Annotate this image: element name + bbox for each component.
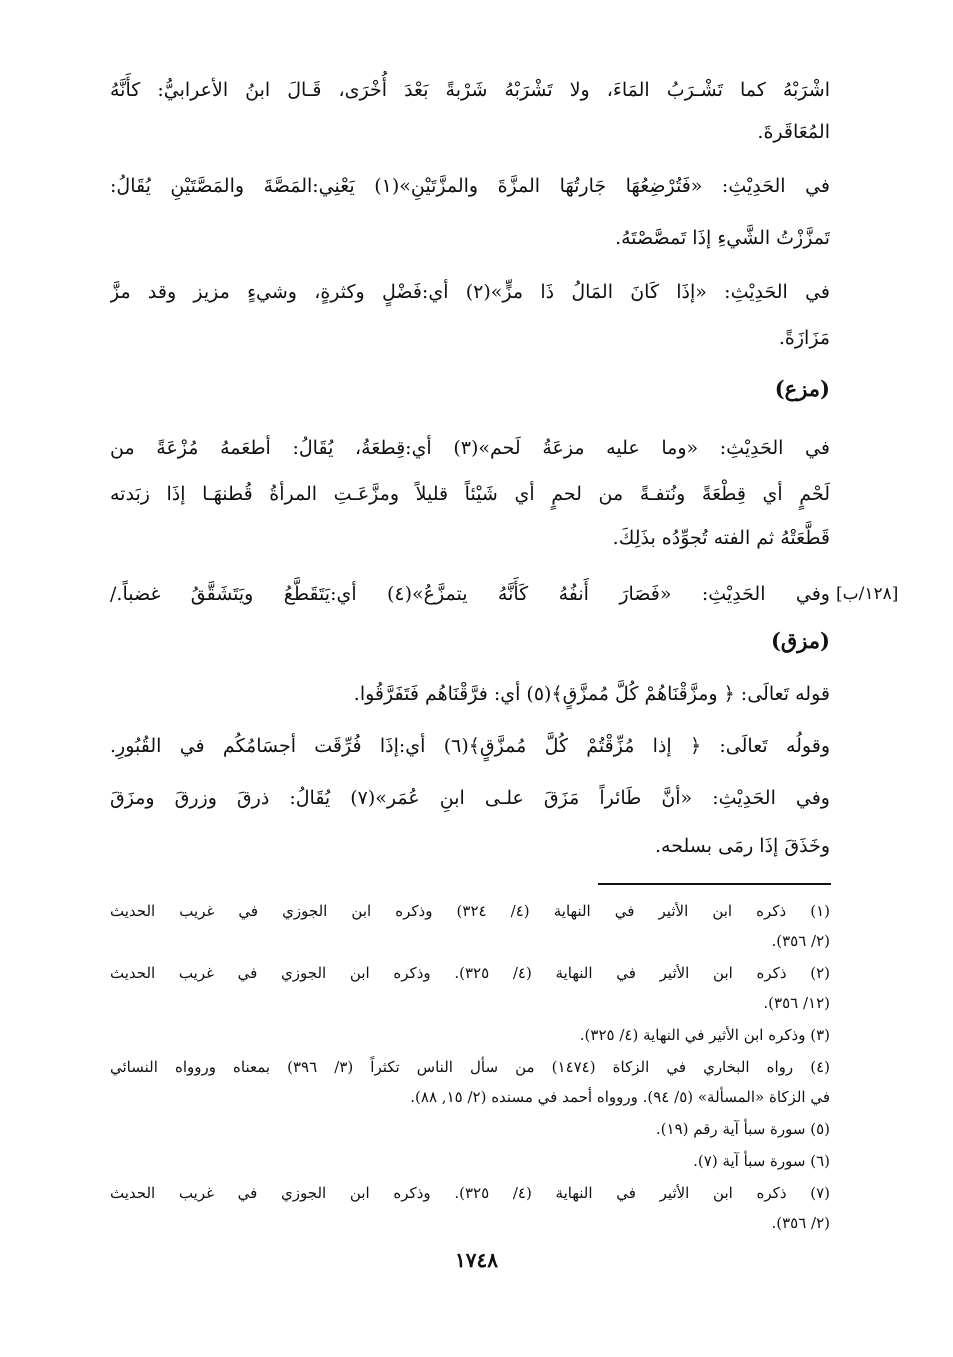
footnote-line-9: (٦) سورة سبأ آية (٧). <box>693 1152 830 1170</box>
footnote-line-10: (٧) ذكره ابن الأثير في النهاية (٤/ ٣٢٥). وذكره ابن الجوزي في غريب الحديث <box>110 1184 830 1202</box>
footnote-line-7: في الزكاة «المسألة» (٥/ ٩٤). وروواه أحمد في مسنده (٢/ ١٥, ٨٨). <box>410 1088 830 1106</box>
body-line-13: قوله تَعالَى: ﴿ ومزَّقْنَاهُمْ كُلَّ مُمزَّقٍ﴾(٥) أي: فرَّقْنَاهُم فَتَفَرَّقُوا. <box>353 683 830 705</box>
body-line-10: قَطَّعَتْهُ ثم الفته تُجوِّدُه بذَلِكَ. <box>612 527 830 549</box>
section-heading-mzq: (مزق) <box>770 628 830 653</box>
folio-margin-note: [١٢٨/ب] <box>836 584 899 604</box>
body-line-8: في الحَدِيْثِ: «وما عليه مزعَةُ لَحم»(٣) أي:قِطعَةُ، يُقَالُ: أطعَمهُ مُزْعَةً من <box>110 437 830 459</box>
footnote-line-3: (٢) ذكره ابن الأثير في النهاية (٤/ ٣٢٥). وذكره ابن الجوزي في غريب الحديث <box>110 964 830 982</box>
section-heading-mz3: (مزع) <box>774 376 830 401</box>
body-line-5: في الحَدِيْثِ: «إذَا كَانَ المَالُ ذَا مزٍّ»(٢) أي:فَضْلٍ وكثرةٍ، وشيءٍ مزيز وقد مزَّ <box>110 281 830 303</box>
body-line-11: وفي الحَدِيْثِ: «فَصَارَ أَنفُهُ كَأَنَّهُ يتمزَّعُ»(٤) أي:يَتَقَطَّعُ ويَتَشَقَّقُ غضباً./ <box>110 583 830 605</box>
body-line-6: مَزَازَةً. <box>778 327 830 349</box>
body-line-1: اشْرَبْهُ كما تَشْـرَبُ المَاءَ، ولا تَشْرَبْهُ شَرْبةً بَعْدَ أُخْرَى، قَـالَ ابنُ الأعرابيُّ: كأَنَّهُ <box>110 79 830 101</box>
footnote-line-5: (٣) وذكره ابن الأثير في النهاية (٤/ ٣٢٥). <box>579 1026 830 1044</box>
body-line-4: تَمزَّزْتُ الشَّيءِ إذَا تَمصَّصْتَهُ. <box>615 227 830 249</box>
body-line-14: وقولُه تَعالَى: ﴿ إذا مُزِّقْتُمْ كُلَّ مُمزَّقٍ﴾(٦) أي:إذَا فُرِّقَت أجسَامُكُم في القُبُورِ. <box>110 735 830 757</box>
footnote-line-2: (٢/ ٣٥٦). <box>771 932 830 950</box>
footnote-line-1: (١) ذكره ابن الأثير في النهاية (٤/ ٣٢٤) وذكره ابن الجوزي في غريب الحديث <box>110 902 830 920</box>
body-line-9: لَحْمٍ أي قِطْعَةً ونُتفـةً من لحمٍ أي شَيْئاً قليلاً ومزَّعَـتِ المرأةُ قُطنهَـا إذَا زبَدته <box>110 483 830 505</box>
footnote-line-6: (٤) رواه البخاري في الزكاة (١٤٧٤) من سأل الناس تكثراً (٣/ ٣٩٦) بمعناه وروواه النسائي <box>110 1058 830 1076</box>
footnote-divider <box>598 883 831 885</box>
footnote-line-4: (١٢/ ٣٥٦). <box>763 994 830 1012</box>
page-number: ١٧٤٨ <box>455 1248 498 1272</box>
footnote-line-11: (٢/ ٣٥٦). <box>771 1214 830 1232</box>
body-line-2: المُعَاقَرةَ. <box>757 121 830 143</box>
body-line-3: في الحَدِيْثِ: «فَتُرْضِعُهَا جَارتُهَا المزَّةَ والمزَّتَيْنِ»(١) يَعْنِي:المَصَّةَ والمَصَّتَيْنِ يُقَالُ: <box>110 175 830 197</box>
body-line-16: وخَذَقَ إذَا رمَى بسلحه. <box>655 835 830 857</box>
footnote-line-8: (٥) سورة سبأ آية رقم (١٩). <box>655 1120 830 1138</box>
body-line-15: وفي الحَدِيْثِ: «أنَّ طَائراً مَزَقَ علـى ابنِ عُمَر»(٧) يُقَالُ: ذرقَ وزرقَ ومزَقَ <box>110 787 830 809</box>
